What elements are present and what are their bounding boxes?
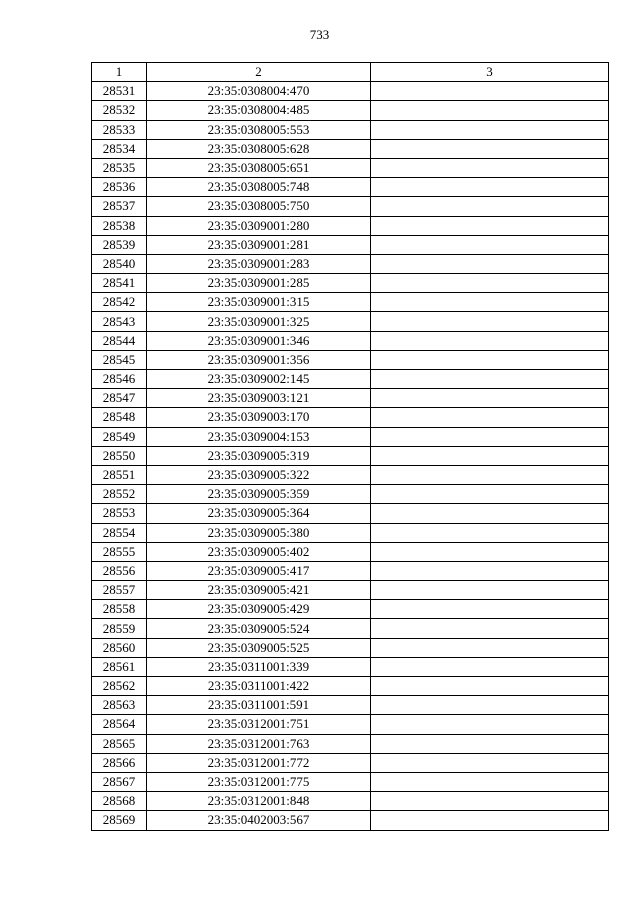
- row-number-cell: 28531: [92, 82, 147, 101]
- table-row: [92, 293, 609, 312]
- cadastral-number-cell: 23:35:0311001:422: [147, 677, 371, 696]
- note-cell: [371, 370, 609, 389]
- cadastral-number-cell: 23:35:0402003:567: [147, 811, 371, 830]
- cadastral-number-cell: 23:35:0311001:591: [147, 696, 371, 715]
- table-row: [92, 542, 609, 561]
- row-number-cell: 28550: [92, 446, 147, 465]
- cadastral-number-cell: 23:35:0309001:285: [147, 274, 371, 293]
- note-cell: [371, 504, 609, 523]
- note-cell: [371, 408, 609, 427]
- row-number-cell: 28540: [92, 254, 147, 273]
- row-number-cell: 28542: [92, 293, 147, 312]
- row-number-cell: 28547: [92, 389, 147, 408]
- note-cell: [371, 772, 609, 791]
- note-cell: [371, 293, 609, 312]
- row-number-cell: 28565: [92, 734, 147, 753]
- table-row: [92, 312, 609, 331]
- note-cell: [371, 389, 609, 408]
- note-cell: [371, 216, 609, 235]
- row-number-cell: 28545: [92, 350, 147, 369]
- note-cell: [371, 139, 609, 158]
- row-number-cell: 28532: [92, 101, 147, 120]
- row-number-cell: 28556: [92, 561, 147, 580]
- row-number-cell: 28568: [92, 792, 147, 811]
- cadastral-number-cell: 23:35:0309001:283: [147, 254, 371, 273]
- cadastral-number-cell: 23:35:0312001:772: [147, 753, 371, 772]
- note-cell: [371, 446, 609, 465]
- note-cell: [371, 101, 609, 120]
- row-number-cell: 28562: [92, 677, 147, 696]
- cadastral-number-cell: 23:35:0308005:748: [147, 178, 371, 197]
- row-number-cell: 28551: [92, 465, 147, 484]
- cadastral-number-cell: 23:35:0309005:364: [147, 504, 371, 523]
- cadastral-number-cell: 23:35:0309003:121: [147, 389, 371, 408]
- table-row: [92, 408, 609, 427]
- cadastral-number-cell: 23:35:0308005:651: [147, 158, 371, 177]
- note-cell: [371, 465, 609, 484]
- table-row: [92, 657, 609, 676]
- row-number-cell: 28546: [92, 370, 147, 389]
- cadastral-number-cell: 23:35:0309005:322: [147, 465, 371, 484]
- note-cell: [371, 178, 609, 197]
- note-cell: [371, 312, 609, 331]
- table-row: [92, 753, 609, 772]
- cadastral-number-cell: 23:35:0312001:751: [147, 715, 371, 734]
- table-row: [92, 677, 609, 696]
- note-cell: [371, 619, 609, 638]
- cadastral-number-cell: 23:35:0312001:775: [147, 772, 371, 791]
- cadastral-number-cell: 23:35:0309005:421: [147, 581, 371, 600]
- cadastral-number-cell: 23:35:0309005:525: [147, 638, 371, 657]
- note-cell: [371, 197, 609, 216]
- table-row: [92, 254, 609, 273]
- row-number-cell: 28567: [92, 772, 147, 791]
- table-row: [92, 350, 609, 369]
- row-number-cell: 28569: [92, 811, 147, 830]
- row-number-cell: 28555: [92, 542, 147, 561]
- row-number-cell: 28533: [92, 120, 147, 139]
- row-number-cell: 28554: [92, 523, 147, 542]
- row-number-cell: 28543: [92, 312, 147, 331]
- table-row: [92, 274, 609, 293]
- note-cell: [371, 235, 609, 254]
- note-cell: [371, 753, 609, 772]
- note-cell: [371, 561, 609, 580]
- table-row: [92, 485, 609, 504]
- row-number-cell: 28541: [92, 274, 147, 293]
- table-row: [92, 715, 609, 734]
- cadastral-number-cell: 23:35:0309005:417: [147, 561, 371, 580]
- table-row: [92, 216, 609, 235]
- note-cell: [371, 734, 609, 753]
- table-row: [92, 696, 609, 715]
- cadastral-number-cell: 23:35:0308004:485: [147, 101, 371, 120]
- cadastral-number-cell: 23:35:0312001:848: [147, 792, 371, 811]
- row-number-cell: 28560: [92, 638, 147, 657]
- row-number-cell: 28539: [92, 235, 147, 254]
- row-number-cell: 28563: [92, 696, 147, 715]
- page-number: 733: [309, 27, 330, 42]
- row-number-cell: 28537: [92, 197, 147, 216]
- table-row: [92, 178, 609, 197]
- cadastral-number-cell: 23:35:0309005:380: [147, 523, 371, 542]
- table-row: [92, 82, 609, 101]
- cadastral-number-cell: 23:35:0309001:325: [147, 312, 371, 331]
- note-cell: [371, 120, 609, 139]
- row-number-cell: 28536: [92, 178, 147, 197]
- table-row: [92, 561, 609, 580]
- row-number-cell: 28544: [92, 331, 147, 350]
- table-row: [92, 734, 609, 753]
- table-header: [92, 63, 609, 82]
- table-row: [92, 504, 609, 523]
- table-row: [92, 370, 609, 389]
- cadastral-number-cell: 23:35:0309005:402: [147, 542, 371, 561]
- table-row: [92, 120, 609, 139]
- note-cell: [371, 331, 609, 350]
- note-cell: [371, 254, 609, 273]
- row-number-cell: 28538: [92, 216, 147, 235]
- note-cell: [371, 581, 609, 600]
- header-cell-1: 1: [92, 63, 147, 82]
- table-row: [92, 523, 609, 542]
- note-cell: [371, 696, 609, 715]
- row-number-cell: 28559: [92, 619, 147, 638]
- cadastral-number-cell: 23:35:0309001:315: [147, 293, 371, 312]
- row-number-cell: 28553: [92, 504, 147, 523]
- note-cell: [371, 542, 609, 561]
- row-number-cell: 28564: [92, 715, 147, 734]
- table-row: [92, 235, 609, 254]
- row-number-cell: 28548: [92, 408, 147, 427]
- table-row: [92, 427, 609, 446]
- cadastral-number-cell: 23:35:0309005:524: [147, 619, 371, 638]
- row-number-cell: 28552: [92, 485, 147, 504]
- table-row: [92, 331, 609, 350]
- cadastral-number-cell: 23:35:0309005:319: [147, 446, 371, 465]
- table-row: [92, 389, 609, 408]
- header-cell-2: 2: [147, 63, 371, 82]
- table-row: [92, 638, 609, 657]
- table-row: [92, 792, 609, 811]
- row-number-cell: 28535: [92, 158, 147, 177]
- table-row: [92, 772, 609, 791]
- table-row: [92, 600, 609, 619]
- table-body: [92, 82, 609, 830]
- row-number-cell: 28557: [92, 581, 147, 600]
- note-cell: [371, 158, 609, 177]
- cadastral-number-cell: 23:35:0309001:356: [147, 350, 371, 369]
- cadastral-number-cell: 23:35:0309004:153: [147, 427, 371, 446]
- cadastral-number-cell: 23:35:0308005:553: [147, 120, 371, 139]
- note-cell: [371, 485, 609, 504]
- table-row: [92, 581, 609, 600]
- cadastral-number-cell: 23:35:0309005:359: [147, 485, 371, 504]
- table-row: [92, 101, 609, 120]
- table-row: [92, 465, 609, 484]
- cadastral-number-cell: 23:35:0309001:280: [147, 216, 371, 235]
- registry-table: [91, 62, 609, 831]
- note-cell: [371, 638, 609, 657]
- cadastral-number-cell: 23:35:0309003:170: [147, 408, 371, 427]
- table-row: [92, 197, 609, 216]
- cadastral-number-cell: 23:35:0308005:750: [147, 197, 371, 216]
- row-number-cell: 28561: [92, 657, 147, 676]
- row-number-cell: 28534: [92, 139, 147, 158]
- note-cell: [371, 792, 609, 811]
- note-cell: [371, 677, 609, 696]
- header-cell-3: 3: [371, 63, 609, 82]
- note-cell: [371, 657, 609, 676]
- header-row: [92, 63, 609, 82]
- note-cell: [371, 350, 609, 369]
- note-cell: [371, 82, 609, 101]
- table-row: [92, 446, 609, 465]
- note-cell: [371, 715, 609, 734]
- cadastral-number-cell: 23:35:0312001:763: [147, 734, 371, 753]
- cadastral-number-cell: 23:35:0308004:470: [147, 82, 371, 101]
- row-number-cell: 28549: [92, 427, 147, 446]
- table-row: [92, 158, 609, 177]
- note-cell: [371, 427, 609, 446]
- table-row: [92, 811, 609, 830]
- table-row: [92, 139, 609, 158]
- note-cell: [371, 523, 609, 542]
- note-cell: [371, 600, 609, 619]
- cadastral-number-cell: 23:35:0309001:281: [147, 235, 371, 254]
- cadastral-number-cell: 23:35:0308005:628: [147, 139, 371, 158]
- note-cell: [371, 811, 609, 830]
- cadastral-number-cell: 23:35:0309005:429: [147, 600, 371, 619]
- cadastral-number-cell: 23:35:0309001:346: [147, 331, 371, 350]
- row-number-cell: 28558: [92, 600, 147, 619]
- cadastral-number-cell: 23:35:0309002:145: [147, 370, 371, 389]
- table-row: [92, 619, 609, 638]
- row-number-cell: 28566: [92, 753, 147, 772]
- note-cell: [371, 274, 609, 293]
- cadastral-number-cell: 23:35:0311001:339: [147, 657, 371, 676]
